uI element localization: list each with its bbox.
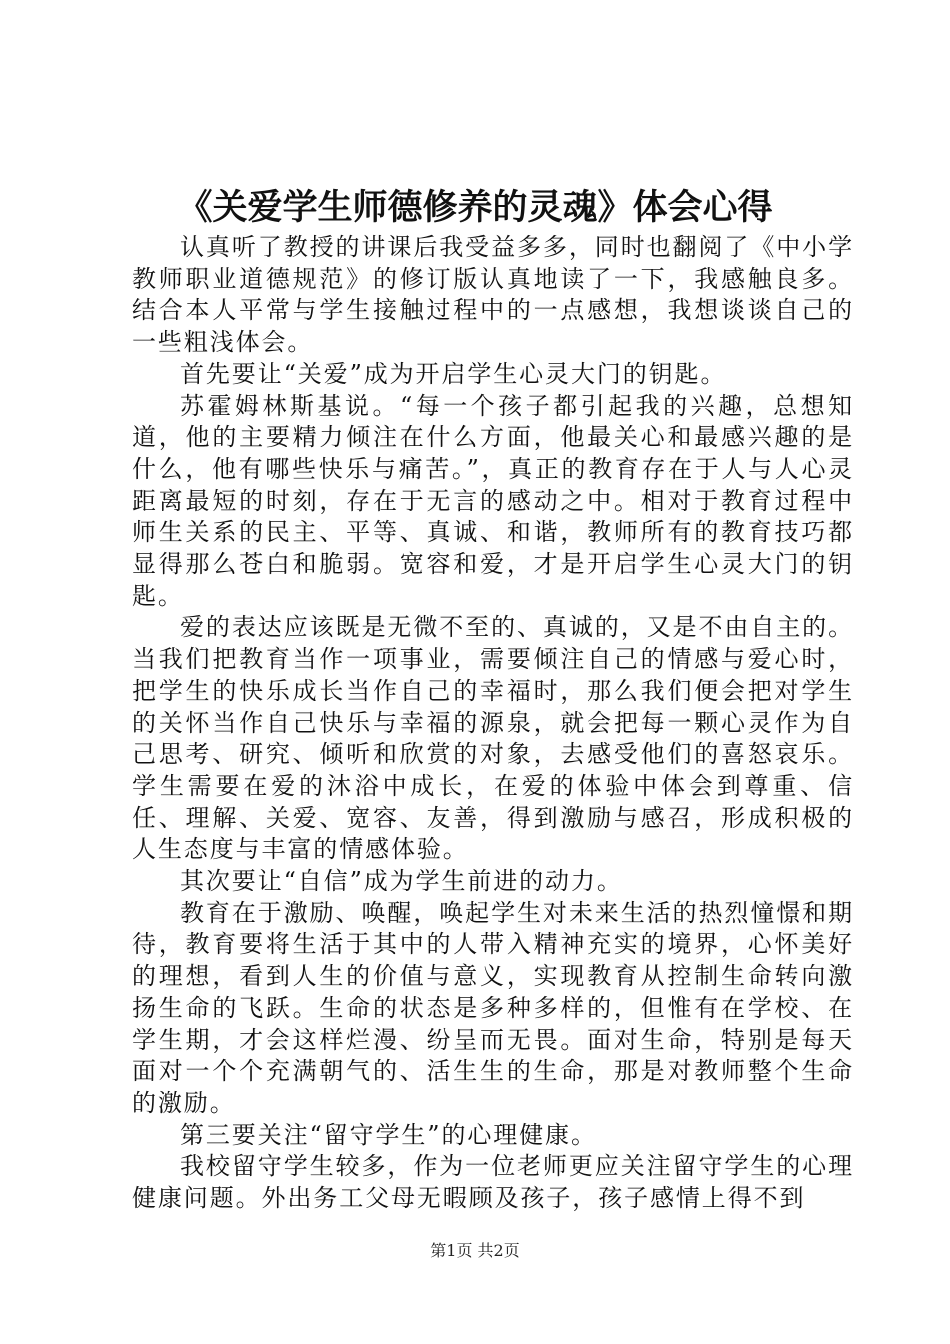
paragraph: 第三要关注“留守学生”的心理健康。: [180, 1120, 597, 1149]
paragraph: 我校留守学生较多，作为一位老师更应关注留守学生的心理健康问题。外出务工父母无暇顾及孩子，孩子感情上得不到: [132, 1152, 854, 1213]
paragraph: 其次要让“自信”成为学生前进的动力。: [180, 867, 623, 896]
paragraph: 认真听了教授的讲课后我受益多多，同时也翻阅了《中小学教师职业道德规范》的修订版认真地读了一下，我感触良多。结合本人平常与学生接触过程中的一点感想，我想谈谈自己的一些粗浅体会。: [132, 233, 854, 357]
document-title: 《关爱学生师德修养的灵魂》体会心得: [177, 188, 773, 228]
paragraph: 爱的表达应该既是无微不至的、真诚的，又是不由自主的。当我们把教育当作一项事业，需要倾注自己的情感与爱心时，把学生的快乐成长当作自己的幸福时，那么我们便会把对学生的关怀当作自己快乐与幸福的源泉，就会把每一颗心灵作为自己思考、研究、倾听和欣赏的对象，去感受他们的喜怒哀乐。学生需要在爱的沐浴中成长，在爱的体验中体会到尊重、信任、理解、关爱、宽容、友善，得到激励与感召，形成积极的人生态度与丰富的情感体验。: [132, 613, 854, 864]
paragraph: 教育在于激励、唤醒，唤起学生对未来生活的热烈憧憬和期待，教育要将生活于其中的人带入精神充实的境界，心怀美好的理想，看到人生的价值与意义，实现教育从控制生命转向激扬生命的飞跃。生命的状态是多种多样的，但惟有在学校、在学生期，才会这样烂漫、纷呈而无畏。面对生命，特别是每天面对一个个充满朝气的、活生生的生命，那是对教师整个生命的激励。: [132, 898, 854, 1117]
paragraph: 苏霍姆林斯基说。“每一个孩子都引起我的兴趣，总想知道，他的主要精力倾注在什么方面，他最关心和最感兴趣的是什么，他有哪些快乐与痛苦。”，真正的教育存在于人与人心灵距离最短的时刻，存在于无言的感动之中。相对于教育过程中师生关系的民主、平等、真诚、和谐，教师所有的教育技巧都显得那么苍白和脆弱。宽容和爱，才是开启学生心灵大门的钥匙。: [132, 391, 854, 610]
paragraph: 首先要让“关爱”成为开启学生心灵大门的钥匙。: [180, 359, 727, 388]
page-footer: 第1页 共2页: [430, 1241, 520, 1260]
document-body: [132, 232, 854, 1215]
